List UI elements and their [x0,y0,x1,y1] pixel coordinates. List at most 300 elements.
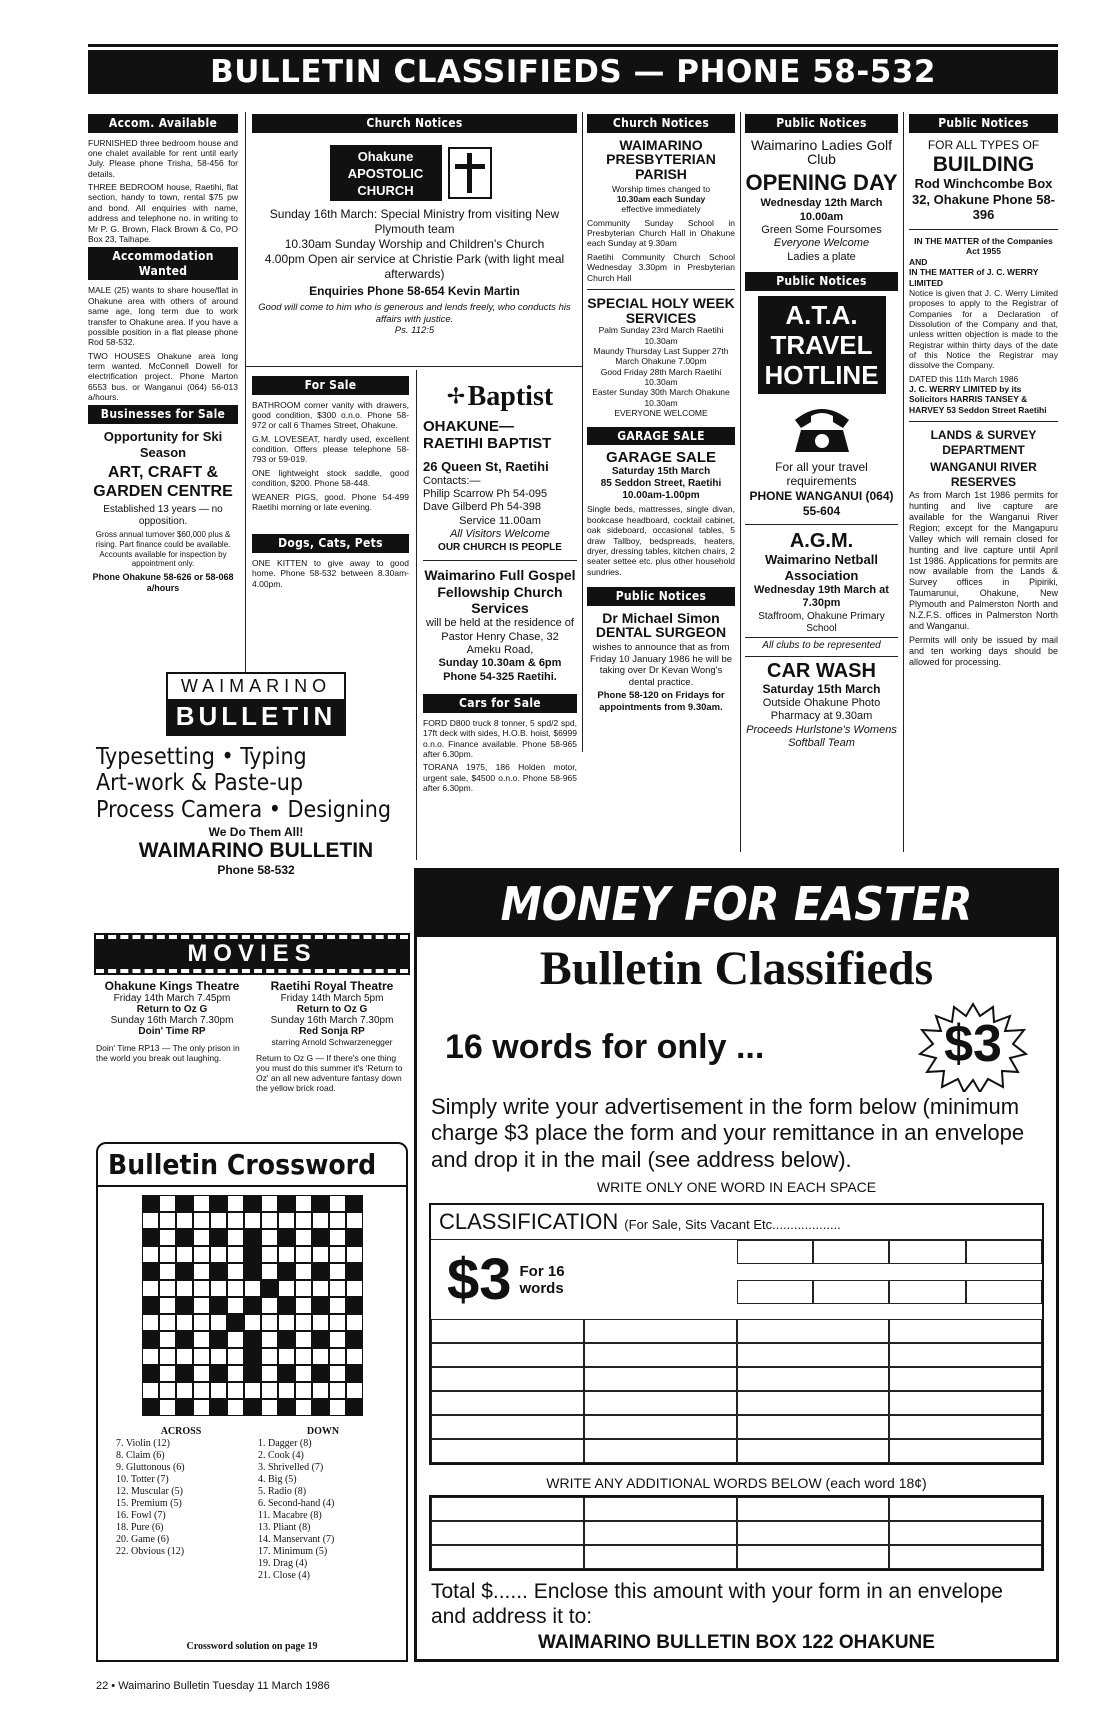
word-box[interactable] [813,1240,889,1264]
ad-text: Easter Sunday 30th March Ohakune 10.30am [592,387,730,408]
crossword-cell[interactable] [295,1365,312,1382]
crossword-cell[interactable] [329,1263,346,1280]
price: $3 [944,1015,1002,1073]
crossword-cell[interactable] [142,1348,159,1365]
crossword-cell[interactable] [261,1229,278,1246]
crossword-cell[interactable] [346,1246,363,1263]
crossword-cell[interactable] [142,1212,159,1229]
word-box[interactable] [584,1343,737,1367]
crossword-cell[interactable] [227,1229,244,1246]
crossword-cell[interactable] [193,1365,210,1382]
section-header: Businesses for Sale [88,405,238,424]
price-burst [918,1002,1028,1092]
crossword-cell[interactable] [193,1263,210,1280]
theatre-name: Raetihi Royal Theatre [270,979,394,993]
crossword-cell [244,1297,261,1314]
section-rule [245,366,582,367]
crossword-cell[interactable] [278,1314,295,1331]
ad-text: EVERYONE WELCOME [614,408,708,419]
classification-row [431,1205,1042,1240]
crossword-cell[interactable] [312,1348,329,1365]
logo-box [330,145,442,201]
word-box[interactable] [889,1521,1042,1545]
word-box[interactable] [889,1319,1042,1343]
crossword-cell[interactable] [159,1280,176,1297]
word-boxes[interactable] [737,1240,1043,1319]
crossword-cell[interactable] [227,1365,244,1382]
clue: 21. Close (4) [258,1570,310,1581]
crossword-cell[interactable] [159,1195,176,1212]
cross-icon [448,147,492,199]
crossword-cell[interactable] [193,1280,210,1297]
section-header: Accommodation Wanted [88,247,238,280]
crossword-cell[interactable] [261,1263,278,1280]
clue: 1. Dagger (8) [258,1438,312,1449]
ad-heading: ART, CRAFT & GARDEN CENTRE [93,463,233,501]
crossword-cell[interactable] [176,1246,193,1263]
column-divider [903,112,904,852]
column-church-2 [587,112,735,713]
crossword-cell[interactable] [278,1280,295,1297]
bulletin-logo [166,672,346,736]
crossword-cell[interactable] [329,1399,346,1416]
crossword-cell[interactable] [193,1382,210,1399]
word-box[interactable] [737,1521,890,1545]
ad-contact: Rod Winchcombe Box 32, Ohakune Phone 58-396 [911,176,1056,223]
clue: 20. Game (6) [116,1534,170,1545]
crossword-cell[interactable] [261,1297,278,1314]
crossword-cell[interactable] [176,1314,193,1331]
word-box[interactable] [584,1439,737,1463]
ad-heading: BUILDING [932,153,1035,177]
word-box[interactable] [966,1240,1042,1264]
masthead: BULLETIN CLASSIFIEDS — PHONE 58-532 [88,50,1058,94]
crossword-cell[interactable] [227,1280,244,1297]
crossword-cell[interactable] [278,1382,295,1399]
ad-text: Saturday 15th March [611,465,711,477]
crossword-cell[interactable] [278,1348,295,1365]
crossword-cell[interactable] [159,1382,176,1399]
clue: 17. Minimum (5) [258,1546,328,1557]
word-box[interactable] [889,1367,1042,1391]
column-divider [416,370,417,860]
word-box[interactable] [889,1415,1042,1439]
ad-contact: Phone Ohakune 58-626 or 58-068 a/hours [92,572,234,594]
crossword-cell[interactable] [159,1263,176,1280]
crossword-cell[interactable] [261,1331,278,1348]
crossword-cell[interactable] [193,1297,210,1314]
word-box[interactable] [431,1545,584,1569]
top-rule [88,44,1058,47]
crossword-cell[interactable] [142,1314,159,1331]
word-box[interactable] [737,1280,813,1304]
ad-text: 26 Queen St, Raetihi [423,458,549,474]
crossword-cell[interactable] [295,1280,312,1297]
crossword-cell[interactable] [176,1212,193,1229]
crossword-cell[interactable] [329,1195,346,1212]
travel-hotline-box [758,296,886,394]
word-box[interactable] [889,1343,1042,1367]
showtime: Sunday 16th March 7.30pm [110,1015,234,1026]
additional-word-boxes[interactable] [429,1495,1044,1571]
crossword-cell [142,1229,159,1246]
crossword-cell[interactable] [227,1195,244,1212]
crossword-cell[interactable] [278,1246,295,1263]
crossword-cell[interactable] [159,1229,176,1246]
ad-heading: WAIMARINO PRESBYTERIAN PARISH [606,136,716,182]
word-box[interactable] [966,1280,1042,1304]
word-box[interactable] [737,1415,890,1439]
crossword-cell[interactable] [329,1382,346,1399]
clue: 12. Muscular (5) [116,1486,183,1497]
crossword-cell[interactable] [244,1314,261,1331]
ad-heading: CAR WASH [767,660,876,683]
film-credit: starring Arnold Schwarzenegger [271,1037,393,1047]
logo-text: Ohakune [357,148,414,164]
crossword-cell [244,1246,261,1263]
clue: 18. Pure (6) [116,1522,164,1533]
crossword-cell [244,1263,261,1280]
crossword-cell[interactable] [210,1280,227,1297]
crossword-cell[interactable] [227,1297,244,1314]
word-box[interactable] [431,1343,584,1367]
crossword-cell[interactable] [295,1212,312,1229]
word-box[interactable] [889,1497,1042,1521]
clue: 10. Totter (7) [116,1474,169,1485]
crossword-cell[interactable] [244,1212,261,1229]
section-header: GARAGE SALE [587,427,735,446]
crossword-cell[interactable] [261,1246,278,1263]
crossword-cell [244,1195,261,1212]
ad-text: will be held at the residence of Pastor Henry Chase, 32 Ameku Road, [426,617,574,656]
crossword-cell[interactable] [159,1365,176,1382]
crossword-cell [346,1229,363,1246]
crossword-cell[interactable] [295,1229,312,1246]
crossword-cell[interactable] [227,1212,244,1229]
clue: 3. Shrivelled (7) [258,1462,324,1473]
crossword-cell[interactable] [346,1212,363,1229]
crossword-cell[interactable] [159,1348,176,1365]
crossword-cell[interactable] [329,1314,346,1331]
word-box[interactable] [737,1367,890,1391]
film-blurb: Return to Oz G — If there's one thing you must do this summer it's 'Return to Oz' an all new adventure fantasy down the yellow brick road. [256,1053,403,1093]
crossword-cell[interactable] [261,1382,278,1399]
word-box[interactable] [431,1319,584,1343]
church-contact: Enquiries Phone 58-654 Kevin Martin [309,283,520,298]
crossword-cell[interactable] [193,1246,210,1263]
word-box[interactable] [431,1415,584,1439]
classified-ad: MALE (25) wants to share house/flat in Ohakune area with others of around same age, long term due to work transfer to Ohakune area. If you have a possible position in a flat please phone Rod 58-532. [88,285,238,348]
crossword-cell [346,1195,363,1212]
ad-text: Raetihi Community Church School Wednesday 3.30pm in Presbyterian Church Hall [587,251,735,283]
crossword-cell[interactable] [329,1365,346,1382]
word-box[interactable] [431,1497,584,1521]
crossword-cell [142,1399,159,1416]
mailing-address: WAIMARINO BULLETIN BOX 122 OHAKUNE [538,1631,935,1653]
crossword-cell[interactable] [227,1399,244,1416]
word-box[interactable] [737,1497,890,1521]
hotline-text: A.T.A. [785,299,858,330]
word-box[interactable] [431,1391,584,1415]
ad-text: Worship times changed to [611,183,711,194]
crossword-cell[interactable] [227,1331,244,1348]
movie-listings [96,979,408,1093]
section-header: Public Notices [587,587,735,606]
crossword-cell[interactable] [210,1246,227,1263]
crossword-cell[interactable] [329,1348,346,1365]
crossword-cell[interactable] [159,1246,176,1263]
crossword-cell[interactable] [261,1399,278,1416]
crossword-cell[interactable] [261,1212,278,1229]
ad-text: For all your travel requirements [775,459,868,489]
crossword-cell [176,1195,193,1212]
legal-text: Notice is given that J. C. Werry Limited proposes to apply to the Registrar of Companies for a Declaration of Dissolution of the Company and that, unless written objection is made to the Registrar within thirty days of the date of this Notice the Registrar may dissolve the Company. [909,287,1058,371]
clue: 14. Manservant (7) [258,1534,335,1545]
crossword-cell[interactable] [261,1348,278,1365]
church-text: 10.30am Sunday Worship and Children's Church [284,236,545,251]
crossword-cell [244,1365,261,1382]
crossword-cell[interactable] [312,1246,329,1263]
crossword-cell[interactable] [295,1331,312,1348]
crossword-cell[interactable] [312,1280,329,1297]
ad-heading: LANDS & SURVEY DEPARTMENT [930,428,1037,457]
logo-text: BULLETIN [168,699,344,734]
royal-theatre [256,979,408,1093]
crossword-cell[interactable] [159,1297,176,1314]
crossword-cell[interactable] [295,1314,312,1331]
kings-theatre [96,979,248,1093]
crossword-cell [278,1229,295,1246]
word-box[interactable] [584,1521,737,1545]
crossword-cell[interactable] [227,1348,244,1365]
baptist-logo [423,380,577,414]
dove-icon: ✢ [446,383,466,409]
crossword-cell[interactable] [329,1331,346,1348]
word-box[interactable] [737,1319,890,1343]
ad-text: Good Friday 28th March Raetihi 10.30am [600,366,722,388]
ad-text: Staffroom, Ohakune Primary School [758,610,885,634]
crossword-cell[interactable] [244,1382,261,1399]
crossword-cell [176,1263,193,1280]
crossword-title: Bulletin Crossword [98,1144,406,1187]
word-box[interactable] [813,1280,889,1304]
crossword-cell[interactable] [142,1246,159,1263]
crossword-cell[interactable] [295,1348,312,1365]
section-header: Dogs, Cats, Pets [252,534,409,553]
crossword-cell [210,1399,227,1416]
classified-ad: WEANER PIGS, good. Phone 54-499 Raetihi morning or late evening. [252,491,409,512]
crossword-cell[interactable] [193,1195,210,1212]
crossword-cell[interactable] [312,1212,329,1229]
crossword-cell[interactable] [312,1314,329,1331]
offer-text: 16 words for only ... [445,1027,765,1066]
clue: 8. Claim (6) [116,1450,165,1461]
ad-contact: PHONE WANGANUI (064) 55-604 [749,489,894,518]
clue-header: ACROSS [160,1426,202,1437]
crossword-cell [346,1331,363,1348]
crossword-cell [176,1229,193,1246]
crossword-cell[interactable] [312,1382,329,1399]
legal-text: AND [909,256,928,267]
crossword-cell[interactable] [329,1212,346,1229]
word-box[interactable] [584,1319,737,1343]
crossword-cell [176,1399,193,1416]
ad-text: Waimarino Netball Association [765,552,878,584]
crossword-cell[interactable] [329,1229,346,1246]
crossword-cell [312,1297,329,1314]
crossword-cell[interactable] [159,1314,176,1331]
section-rule [745,524,898,525]
crossword-cell[interactable] [295,1297,312,1314]
word-box[interactable] [889,1545,1042,1569]
ad-heading: Opportunity for Ski Season [103,429,223,460]
crossword-cell [278,1297,295,1314]
crossword-cell[interactable] [227,1263,244,1280]
crossword-cell [227,1314,244,1331]
crossword-cell [210,1263,227,1280]
crossword-cell[interactable] [346,1382,363,1399]
clue: 4. Big (5) [258,1474,297,1485]
legal-heading: IN THE MATTER of the Companies Act 1955 [914,236,1053,257]
crossword-cell[interactable] [227,1246,244,1263]
ad-heading: Dr Michael Simon DENTAL SURGEON [595,609,727,641]
telephone-icon [787,398,857,456]
crossword-cell[interactable] [210,1382,227,1399]
crossword-cell[interactable] [278,1212,295,1229]
crossword-cell[interactable] [329,1280,346,1297]
ad-title: Bulletin Classifieds [539,942,934,995]
clue: 7. Violin (12) [116,1438,170,1449]
ad-text: Permits will only be issued by mail and ten working days should be allowed for processing. [909,635,1058,668]
crossword-cell[interactable] [244,1280,261,1297]
word-box[interactable] [737,1240,813,1264]
crossword-cell[interactable] [346,1280,363,1297]
section-rule [909,229,1058,230]
word-box[interactable] [584,1391,737,1415]
crossword-cell[interactable] [193,1229,210,1246]
word-box[interactable] [431,1521,584,1545]
crossword-cell[interactable] [176,1382,193,1399]
ad-text: Wednesday 19th March at 7.30pm [754,583,889,610]
form-instruction: WRITE ONLY ONE WORD IN EACH SPACE [596,1179,877,1196]
crossword-cell [210,1229,227,1246]
classified-ad: BATHROOM corner vanity with drawers, good condition, $300 o.n.o. Phone 58-972 or call 6 Thames Street, Ohakune. [252,399,409,431]
column-divider [582,112,583,752]
crossword-cell[interactable] [261,1195,278,1212]
service-line: Process Camera • Designing [96,796,391,823]
crossword-cell[interactable] [193,1331,210,1348]
crossword-cell [278,1399,295,1416]
crossword-cell[interactable] [261,1314,278,1331]
crossword-cell[interactable] [210,1314,227,1331]
section-header: Public Notices [745,272,898,291]
word-box[interactable] [431,1439,584,1463]
crossword-cell[interactable] [193,1314,210,1331]
crossword-cell[interactable] [142,1280,159,1297]
crossword-cell [261,1280,278,1297]
crossword-cell[interactable] [329,1246,346,1263]
crossword-cell [176,1365,193,1382]
word-box[interactable] [889,1439,1042,1463]
word-box[interactable] [584,1415,737,1439]
crossword-cell[interactable] [142,1382,159,1399]
word-box[interactable] [737,1391,890,1415]
word-box[interactable] [584,1545,737,1569]
crossword-cell[interactable] [210,1348,227,1365]
crossword-cell[interactable] [159,1331,176,1348]
clue: 19. Drag (4) [258,1558,308,1569]
word-box[interactable] [889,1240,965,1264]
crossword-cell[interactable] [295,1382,312,1399]
section-header: Public Notices [745,114,898,133]
showtime: Sunday 16th March 7.30pm [270,1015,394,1026]
crossword-cell[interactable] [210,1212,227,1229]
classified-form [429,1203,1044,1465]
crossword-cell[interactable] [176,1348,193,1365]
word-box[interactable] [584,1367,737,1391]
crossword-cell[interactable] [295,1246,312,1263]
classified-ad: ONE KITTEN to give away to good home. Phone 58-532 between 8.30am-4.00pm. [252,557,409,589]
logo-text: APOSTOLIC [347,165,424,181]
crossword-cell[interactable] [176,1280,193,1297]
section-header: Church Notices [587,114,735,133]
crossword-cell[interactable] [227,1382,244,1399]
clue: 9. Gluttonous (6) [116,1462,185,1473]
section-header: Church Notices [252,114,577,133]
crossword-grid[interactable] [142,1195,363,1416]
apostolic-church-logo [330,145,500,201]
ad-text: Philip Scarrow Ph 54-095 [423,487,548,500]
column-public-notices [745,112,898,751]
word-box[interactable] [737,1343,890,1367]
crossword-cell[interactable] [193,1348,210,1365]
word-box[interactable] [584,1497,737,1521]
word-box[interactable] [737,1439,890,1463]
ad-text: Established 13 years — no opposition. [103,503,223,527]
total-line: Total $...... Enclose this amount with your form in an envelope and address it to: [431,1580,1003,1629]
crossword-cell[interactable] [261,1365,278,1382]
crossword-cell[interactable] [295,1399,312,1416]
for16-text: For 16 words [519,1262,565,1297]
ad-text: Dave Gilberd Ph 54-398 [423,501,542,514]
crossword-cell[interactable] [329,1297,346,1314]
word-boxes[interactable] [431,1319,1042,1463]
scripture-quote: Good will come to him who is generous and lends freely, who conducts his affairs with justice. [258,302,571,325]
crossword-cell[interactable] [295,1195,312,1212]
logo-text: CHURCH [357,182,414,198]
crossword-cell[interactable] [346,1314,363,1331]
column-divider [245,112,246,672]
ad-text: Saturday 15th March [762,682,881,697]
column-accommodation [88,112,238,594]
crossword-cell [244,1399,261,1416]
classified-ad: ONE lightweight stock saddle, good condition, $200. Phone 58-448. [252,467,409,489]
crossword-cell[interactable] [159,1399,176,1416]
word-box[interactable] [431,1367,584,1391]
word-box[interactable] [889,1391,1042,1415]
crossword-cell[interactable] [193,1212,210,1229]
crossword-cell[interactable] [159,1212,176,1229]
ad-heading: A.G.M. [789,530,854,553]
crossword-cell[interactable] [193,1399,210,1416]
ad-text: Phone 54-325 Raetihi. [443,670,557,683]
crossword-cell[interactable] [346,1348,363,1365]
word-box[interactable] [889,1280,965,1304]
word-box[interactable] [737,1545,890,1569]
baptist-logo-text: Baptist [467,381,554,412]
crossword-cell[interactable] [295,1263,312,1280]
ad-text: wishes to announce that as from Friday 10 January 1986 he will be taking over Dr Kevan Wong's dental practice. [589,641,733,688]
